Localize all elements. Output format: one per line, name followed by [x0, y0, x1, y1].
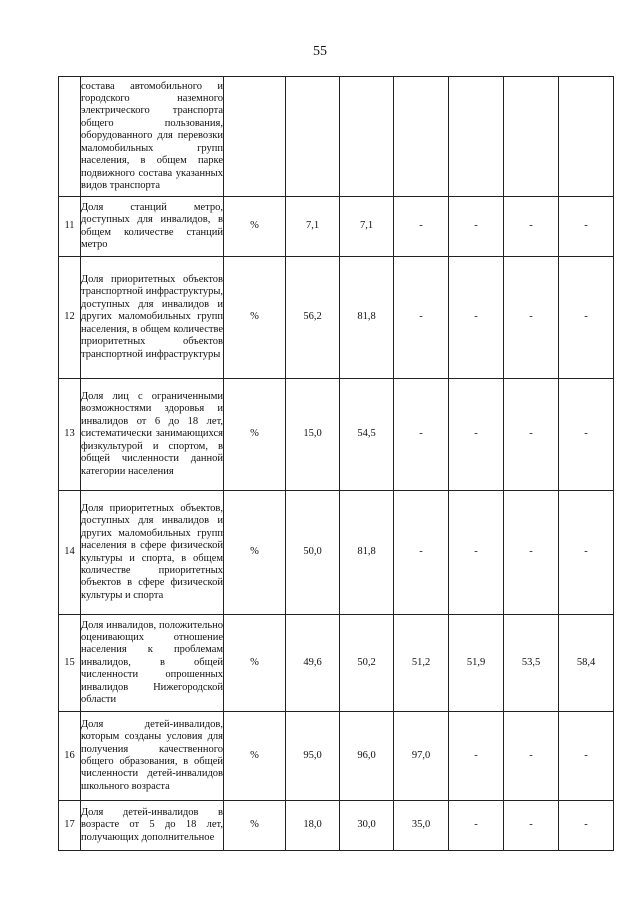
row-number: 13: [59, 379, 81, 491]
value-cell: 50,0: [286, 491, 340, 615]
value-cell: -: [504, 801, 559, 851]
unit-cell: %: [224, 257, 286, 379]
value-cell: [559, 77, 614, 197]
value-cell: -: [504, 197, 559, 257]
value-cell: 97,0: [394, 712, 449, 801]
value-cell: 96,0: [340, 712, 394, 801]
value-cell: -: [394, 197, 449, 257]
value-cell: -: [394, 491, 449, 615]
value-cell: 54,5: [340, 379, 394, 491]
value-cell: -: [559, 257, 614, 379]
unit-cell: %: [224, 801, 286, 851]
unit-cell: %: [224, 379, 286, 491]
value-cell: 18,0: [286, 801, 340, 851]
table-row: [59, 491, 614, 615]
unit-cell: [224, 77, 286, 197]
page-number: 55: [313, 44, 327, 59]
value-cell: 49,6: [286, 615, 340, 712]
indicator-description: Доля станций метро, доступных для инвалидов, в общем количестве станций метро: [81, 197, 224, 257]
row-number: [59, 77, 81, 197]
value-cell: -: [559, 801, 614, 851]
table-row: [59, 615, 614, 712]
value-cell: 35,0: [394, 801, 449, 851]
unit-cell: %: [224, 491, 286, 615]
value-cell: -: [449, 801, 504, 851]
table-row: [59, 77, 614, 197]
value-cell: 51,2: [394, 615, 449, 712]
value-cell: -: [394, 379, 449, 491]
value-cell: -: [449, 379, 504, 491]
value-cell: -: [449, 197, 504, 257]
value-cell: 7,1: [286, 197, 340, 257]
value-cell: -: [504, 712, 559, 801]
value-cell: [286, 77, 340, 197]
row-number: 15: [59, 615, 81, 712]
value-cell: -: [559, 491, 614, 615]
value-cell: [340, 77, 394, 197]
table-row: [59, 257, 614, 379]
row-number: 12: [59, 257, 81, 379]
indicators-table: [58, 76, 614, 851]
value-cell: 95,0: [286, 712, 340, 801]
value-cell: -: [504, 257, 559, 379]
value-cell: 53,5: [504, 615, 559, 712]
value-cell: -: [394, 257, 449, 379]
indicator-description: Доля лиц с ограниченными возможностями здоровья и инвалидов от 6 до 18 лет, систематически занимающихся физкультурой и спортом, в общей численности данной категории населения: [81, 379, 224, 491]
value-cell: 7,1: [340, 197, 394, 257]
value-cell: -: [449, 712, 504, 801]
value-cell: -: [559, 379, 614, 491]
table-row: [59, 801, 614, 851]
unit-cell: %: [224, 712, 286, 801]
table-row: [59, 197, 614, 257]
table-row: [59, 379, 614, 491]
value-cell: 30,0: [340, 801, 394, 851]
indicator-description: состава автомобильного и городского наземного электрического транспорта общего пользования, оборудованного для перевозки маломобильных групп населения, в общем парке подвижного состава указанных видов транспорта: [81, 77, 224, 197]
value-cell: -: [559, 197, 614, 257]
unit-cell: %: [224, 197, 286, 257]
value-cell: [449, 77, 504, 197]
indicator-description: Доля детей-инвалидов, которым созданы условия для получения качественного общего образования, в общей численности детей-инвалидов школьного возраста: [81, 712, 224, 801]
indicator-description: Доля детей-инвалидов в возрасте от 5 до 18 лет, получающих дополнительное: [81, 801, 224, 851]
value-cell: -: [559, 712, 614, 801]
row-number: 17: [59, 801, 81, 851]
value-cell: 50,2: [340, 615, 394, 712]
table-row: [59, 712, 614, 801]
value-cell: -: [504, 379, 559, 491]
value-cell: 51,9: [449, 615, 504, 712]
indicator-description: Доля приоритетных объектов, доступных для инвалидов и других маломобильных групп населения в сфере физической культуры и спорта, в общем количестве приоритетных объектов в сфере физической культуры и спорта: [81, 491, 224, 615]
value-cell: 58,4: [559, 615, 614, 712]
indicator-description: Доля приоритетных объектов транспортной инфраструктуры, доступных для инвалидов и других маломобильных групп населения, в общем количестве приоритетных объектов транспортной инфраструктуры: [81, 257, 224, 379]
value-cell: 56,2: [286, 257, 340, 379]
value-cell: -: [449, 257, 504, 379]
row-number: 16: [59, 712, 81, 801]
row-number: 11: [59, 197, 81, 257]
value-cell: 15,0: [286, 379, 340, 491]
value-cell: [394, 77, 449, 197]
value-cell: -: [504, 491, 559, 615]
row-number: 14: [59, 491, 81, 615]
value-cell: 81,8: [340, 257, 394, 379]
unit-cell: %: [224, 615, 286, 712]
value-cell: [504, 77, 559, 197]
value-cell: 81,8: [340, 491, 394, 615]
indicator-description: Доля инвалидов, положительно оценивающих отношение населения к проблемам инвалидов, в общей численности опрошенных инвалидов Нижегородской области: [81, 615, 224, 712]
value-cell: -: [449, 491, 504, 615]
